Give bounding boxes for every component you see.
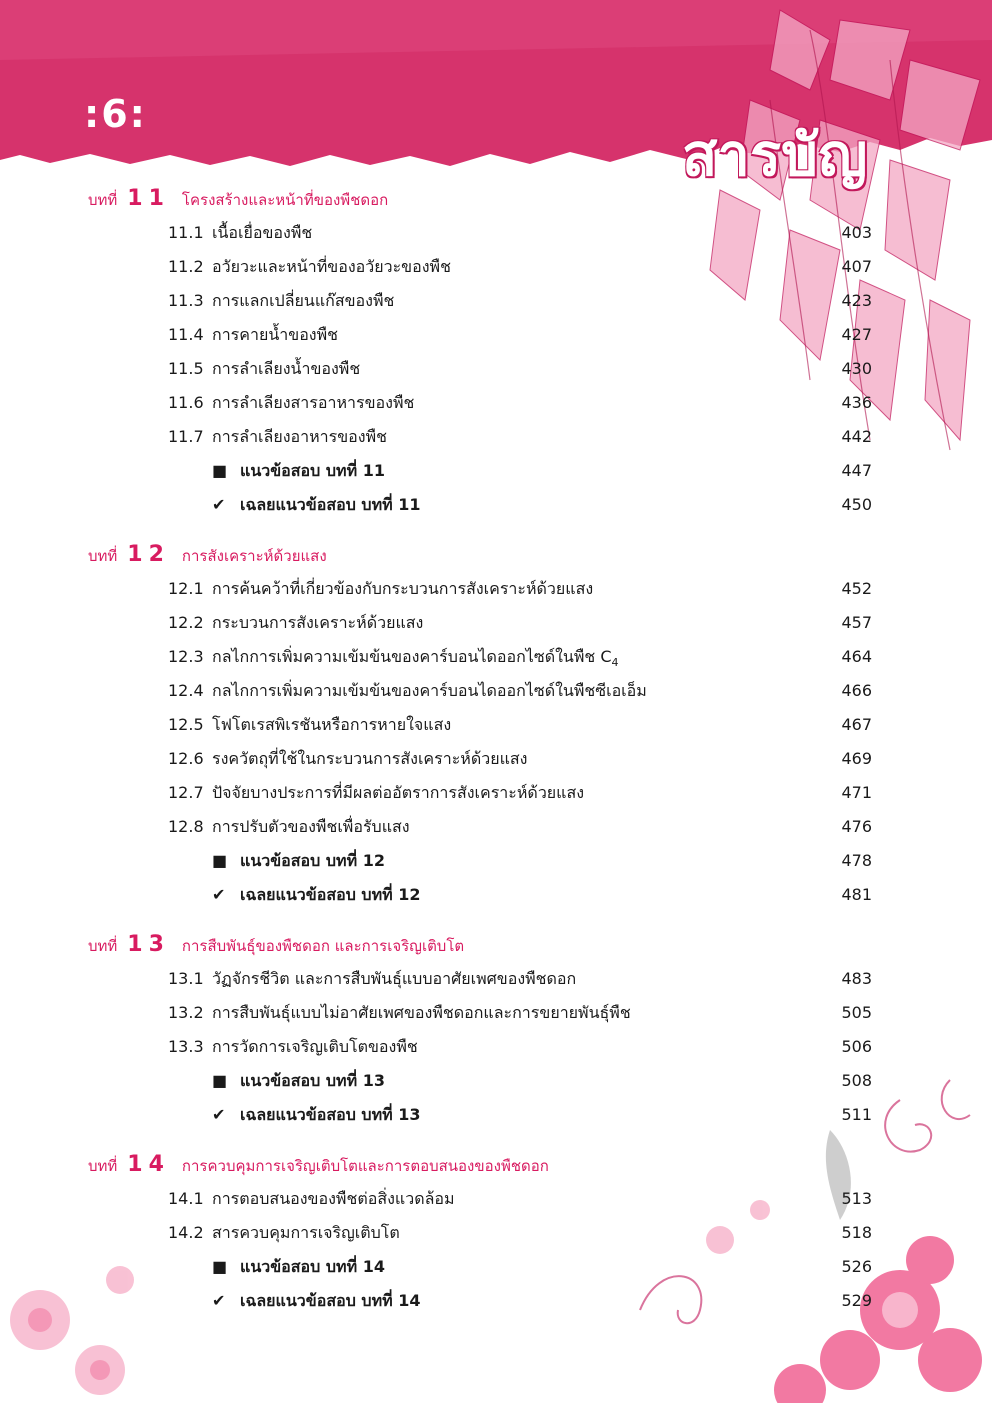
- checkmark-icon: ✔: [212, 885, 226, 904]
- chapter-number: 12: [127, 542, 170, 567]
- toc-entry[interactable]: [168, 288, 872, 314]
- page-number-ref: 529: [841, 1291, 872, 1310]
- section-title-text: เนื้อเยื่อของพืช: [212, 223, 313, 242]
- chapter-heading[interactable]: [88, 542, 327, 572]
- section-title: [212, 322, 338, 348]
- toc-entry[interactable]: [168, 1186, 872, 1212]
- section-title-text: อวัยวะและหน้าที่ของอวัยวะของพืช: [212, 257, 451, 276]
- section-title-text: การแลกเปลี่ยนแก๊สของพืช: [212, 291, 395, 310]
- toc-entry[interactable]: [168, 610, 872, 636]
- section-number: 12.7: [168, 783, 204, 802]
- entry-title: แนวข้อสอบ บทที่ 12: [240, 851, 385, 870]
- page-number-ref: 450: [841, 495, 872, 514]
- chapter-word: บทที่: [88, 937, 118, 955]
- exam-entry[interactable]: [168, 1254, 872, 1280]
- chapter-title: การสืบพันธุ์ของพืชดอก และการเจริญเติบโต: [181, 937, 465, 955]
- section-title: [212, 1000, 631, 1026]
- section-title: [212, 814, 410, 840]
- section-title-text: รงควัตถุที่ใช้ในกระบวนการสังเคราะห์ด้วยแสง: [212, 749, 528, 768]
- toc-entry[interactable]: [168, 814, 872, 840]
- answer-entry[interactable]: [168, 1102, 872, 1128]
- page-number-ref: 466: [841, 681, 872, 700]
- section-title: [212, 610, 423, 636]
- page-number-ref: 403: [841, 223, 872, 242]
- section-title-text: การตอบสนองของพืชต่อสิ่งแวดล้อม: [212, 1189, 455, 1208]
- section-number: 12.1: [168, 579, 204, 598]
- section-title: [212, 712, 451, 738]
- section-title: [212, 254, 451, 280]
- section-title-text: กลไกการเพิ่มความเข้มข้นของคาร์บอนไดออกไซด์ในพืชซีเอเอ็ม: [212, 681, 647, 700]
- entry-title: เฉลยแนวข้อสอบ บทที่ 13: [240, 1105, 421, 1124]
- entry-title: เฉลยแนวข้อสอบ บทที่ 14: [240, 1291, 421, 1310]
- page-number-ref: 508: [841, 1071, 872, 1090]
- section-title: [212, 220, 312, 246]
- section-title-text: สารควบคุมการเจริญเติบโต: [212, 1223, 400, 1242]
- page-number-ref: 506: [841, 1037, 872, 1056]
- chapter-heading[interactable]: [88, 932, 464, 962]
- page-number-ref: 481: [841, 885, 872, 904]
- toc-entry[interactable]: [168, 322, 872, 348]
- answer-entry[interactable]: [168, 1288, 872, 1314]
- section-title: [212, 1220, 400, 1246]
- chapter-title: การควบคุมการเจริญเติบโตและการตอบสนองของพืชดอก: [181, 1157, 549, 1175]
- page-number-ref: 464: [841, 647, 872, 666]
- toc-entry[interactable]: [168, 220, 872, 246]
- chapter-word: บทที่: [88, 1157, 118, 1175]
- section-title-text: กลไกการเพิ่มความเข้มข้นของคาร์บอนไดออกไซด์ในพืช C: [212, 647, 612, 666]
- page-number-ref: 505: [841, 1003, 872, 1022]
- page-number-ref: 442: [841, 427, 872, 446]
- toc-entry[interactable]: [168, 678, 872, 704]
- checkmark-icon: ✔: [212, 495, 226, 514]
- chapter-title: การสังเคราะห์ด้วยแสง: [181, 547, 327, 565]
- toc-entry[interactable]: [168, 356, 872, 382]
- toc-entry[interactable]: [168, 1000, 872, 1026]
- page-number-ref: 467: [841, 715, 872, 734]
- section-title-text: กระบวนการสังเคราะห์ด้วยแสง: [212, 613, 424, 632]
- page-number-ref: 457: [841, 613, 872, 632]
- entry-title: เฉลยแนวข้อสอบ บทที่ 11: [240, 495, 421, 514]
- section-number: 12.6: [168, 749, 204, 768]
- section-title: [212, 1186, 455, 1212]
- page-number-ref: 447: [841, 461, 872, 480]
- toc-entry[interactable]: [168, 644, 872, 670]
- page-title: สารบัญ: [682, 121, 868, 189]
- entry-title: แนวข้อสอบ บทที่ 14: [240, 1257, 385, 1276]
- chapter-heading[interactable]: [88, 1152, 549, 1182]
- chapter-number: 14: [127, 1152, 170, 1177]
- square-bullet-icon: ■: [212, 461, 228, 480]
- section-number: 11.7: [168, 427, 204, 446]
- chapter-heading[interactable]: [88, 186, 388, 216]
- chapter-number: 11: [127, 186, 170, 211]
- section-number: 12.8: [168, 817, 204, 836]
- exam-entry[interactable]: [168, 848, 872, 874]
- exam-entry[interactable]: [168, 1068, 872, 1094]
- toc-entry[interactable]: [168, 424, 872, 450]
- answer-entry[interactable]: [168, 492, 872, 518]
- section-number: 14.2: [168, 1223, 204, 1242]
- section-number: 12.3: [168, 647, 204, 666]
- page-number-ref: 407: [841, 257, 872, 276]
- toc-entry[interactable]: [168, 712, 872, 738]
- section-title: [212, 678, 647, 704]
- toc-entry[interactable]: [168, 1220, 872, 1246]
- section-number: 11.3: [168, 291, 204, 310]
- section-title-text: การค้นคว้าที่เกี่ยวข้องกับกระบวนการสังเคราะห์ด้วยแสง: [212, 579, 594, 598]
- toc-entry[interactable]: [168, 254, 872, 280]
- page-number-ref: 476: [841, 817, 872, 836]
- section-title: [212, 390, 414, 416]
- section-number: 11.4: [168, 325, 204, 344]
- section-title: [212, 966, 576, 992]
- page-number-ref: 423: [841, 291, 872, 310]
- section-title-text: การลำเลียงสารอาหารของพืช: [212, 393, 415, 412]
- chapter-title: โครงสร้างและหน้าที่ของพืชดอก: [181, 191, 389, 209]
- section-title-text: การลำเลียงน้ำของพืช: [212, 359, 361, 378]
- subscript: 4: [611, 656, 619, 670]
- section-number: 11.5: [168, 359, 204, 378]
- page-number-ref: 436: [841, 393, 872, 412]
- toc-entry[interactable]: [168, 1034, 872, 1060]
- section-title-text: ปัจจัยบางประการที่มีผลต่ออัตราการสังเคราะห์ด้วยแสง: [212, 783, 585, 802]
- section-title: [212, 576, 593, 602]
- section-number: 12.5: [168, 715, 204, 734]
- section-title: [212, 288, 394, 314]
- toc-entry[interactable]: [168, 966, 872, 992]
- section-number: 11.6: [168, 393, 204, 412]
- page-number: :6:: [84, 92, 147, 136]
- chapter-number: 13: [127, 932, 170, 957]
- section-title-text: วัฏจักรชีวิต และการสืบพันธุ์แบบอาศัยเพศของพืชดอก: [212, 969, 577, 988]
- section-number: 13.1: [168, 969, 204, 988]
- section-number: 11.1: [168, 223, 204, 242]
- section-title: [212, 1034, 418, 1060]
- toc-entry[interactable]: [168, 746, 872, 772]
- section-number: 12.4: [168, 681, 204, 700]
- section-title: [212, 746, 527, 772]
- section-number: 13.2: [168, 1003, 204, 1022]
- square-bullet-icon: ■: [212, 1071, 228, 1090]
- section-title-text: การสืบพันธุ์แบบไม่อาศัยเพศของพืชดอกและการขยายพันธุ์พืช: [212, 1003, 631, 1022]
- page-number-ref: 471: [841, 783, 872, 802]
- square-bullet-icon: ■: [212, 1257, 228, 1276]
- page-number-ref: 483: [841, 969, 872, 988]
- toc-entry[interactable]: [168, 780, 872, 806]
- section-title: [212, 644, 619, 676]
- section-title: [212, 356, 360, 382]
- section-title-text: การลำเลียงอาหารของพืช: [212, 427, 387, 446]
- section-title: [212, 424, 387, 450]
- answer-entry[interactable]: [168, 882, 872, 908]
- section-title: [212, 780, 584, 806]
- square-bullet-icon: ■: [212, 851, 228, 870]
- section-number: 12.2: [168, 613, 204, 632]
- page-number-ref: 469: [841, 749, 872, 768]
- page-number-ref: 478: [841, 851, 872, 870]
- chapter-word: บทที่: [88, 547, 118, 565]
- entry-title: เฉลยแนวข้อสอบ บทที่ 12: [240, 885, 421, 904]
- page-number-ref: 526: [841, 1257, 872, 1276]
- entry-title: แนวข้อสอบ บทที่ 11: [240, 461, 385, 480]
- section-title-text: การวัดการเจริญเติบโตของพืช: [212, 1037, 418, 1056]
- page-number-ref: 430: [841, 359, 872, 378]
- chapter-word: บทที่: [88, 191, 118, 209]
- page-number-ref: 452: [841, 579, 872, 598]
- section-title-text: โฟโตเรสพิเรชันหรือการหายใจแสง: [212, 715, 452, 734]
- section-number: 11.2: [168, 257, 204, 276]
- flower-decoration-left: [0, 1240, 160, 1403]
- section-number: 14.1: [168, 1189, 204, 1208]
- page-number-ref: 511: [841, 1105, 872, 1124]
- checkmark-icon: ✔: [212, 1105, 226, 1124]
- page-number-ref: 427: [841, 325, 872, 344]
- exam-entry[interactable]: [168, 458, 872, 484]
- page-number-ref: 513: [841, 1189, 872, 1208]
- entry-title: แนวข้อสอบ บทที่ 13: [240, 1071, 385, 1090]
- section-title-text: การคายน้ำของพืช: [212, 325, 339, 344]
- checkmark-icon: ✔: [212, 1291, 226, 1310]
- toc-entry[interactable]: [168, 576, 872, 602]
- page-number-ref: 518: [841, 1223, 872, 1242]
- toc-entry[interactable]: [168, 390, 872, 416]
- section-title-text: การปรับตัวของพืชเพื่อรับแสง: [212, 817, 410, 836]
- section-number: 13.3: [168, 1037, 204, 1056]
